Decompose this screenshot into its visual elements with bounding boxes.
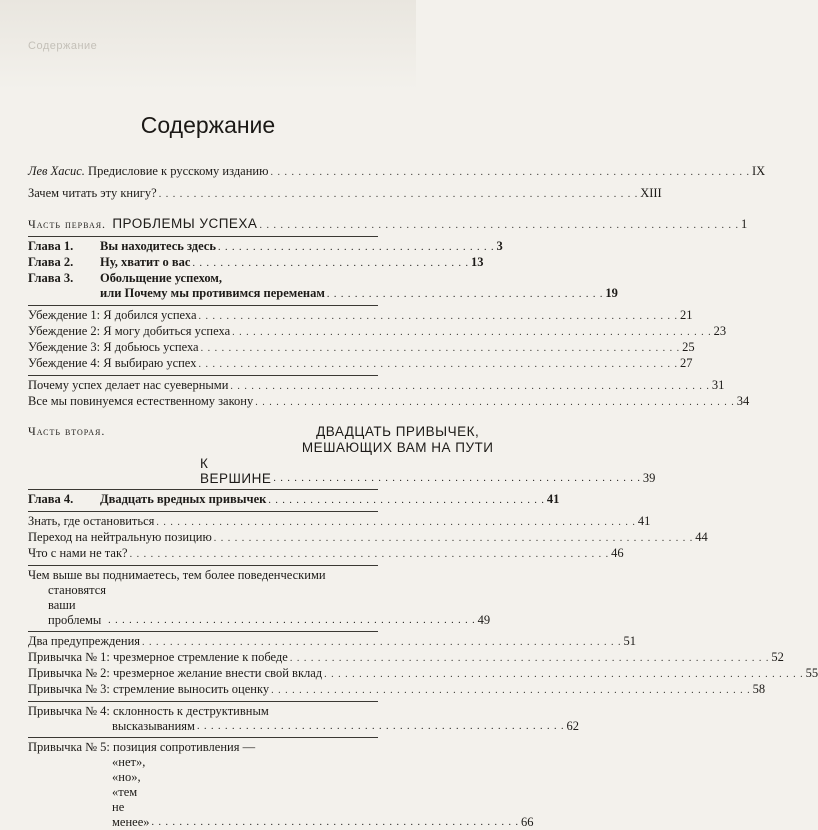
toc-entry-page: 66 bbox=[520, 815, 534, 829]
toc-entry[interactable] bbox=[28, 514, 651, 530]
leader-dots bbox=[130, 547, 610, 562]
leader-dots bbox=[259, 218, 739, 233]
toc-entry[interactable] bbox=[28, 682, 766, 698]
leader-dots bbox=[327, 287, 604, 302]
chapter-1-entry[interactable] bbox=[28, 239, 503, 255]
toc-entry-title: Привычка № 2: чрезмерное желание внести свой вклад bbox=[28, 666, 323, 680]
chapter-title-line-2: или Почему мы противимся переменам bbox=[100, 286, 325, 300]
toc-entry-title: Все мы повинуемся естественному закону bbox=[28, 394, 254, 408]
toc-entry[interactable] bbox=[28, 666, 818, 682]
leader-dots bbox=[108, 613, 476, 628]
toc-entry[interactable] bbox=[28, 378, 725, 394]
toc-entry-page: 58 bbox=[752, 682, 766, 696]
toc-entry-preface[interactable] bbox=[28, 164, 766, 180]
toc-entry-page: 41 bbox=[637, 514, 651, 528]
toc-entry-why-read[interactable] bbox=[28, 186, 662, 202]
chapter-title: Двадцать вредных привычек bbox=[100, 492, 267, 506]
toc-entry-title: Зачем читать эту книгу? bbox=[28, 186, 157, 200]
leader-dots bbox=[201, 341, 681, 356]
toc-entry-title: Убеждение 2: Я могу добиться успеха bbox=[28, 324, 231, 338]
leader-dots bbox=[198, 357, 678, 372]
chapter-4-entry[interactable] bbox=[28, 492, 560, 508]
part-label: Часть вторая. bbox=[28, 424, 106, 438]
toc-entry-multiline[interactable] bbox=[28, 740, 534, 830]
toc-entry-page: 62 bbox=[566, 719, 579, 733]
leader-dots bbox=[142, 635, 622, 650]
toc-entry-page: 52 bbox=[771, 650, 784, 664]
toc-entry-page: 23 bbox=[713, 324, 727, 338]
divider bbox=[28, 701, 378, 702]
chapter-number: Глава 2. bbox=[28, 255, 74, 269]
chapter-title-line-2-row bbox=[100, 286, 618, 302]
leader-dots bbox=[270, 165, 750, 180]
toc-entry-title: Два предупреждения bbox=[28, 634, 141, 648]
preface-title: Предисловие к русскому изданию bbox=[84, 164, 269, 178]
leader-dots bbox=[156, 515, 636, 530]
leader-dots bbox=[324, 667, 804, 682]
chapter-title-line-1: Обольщение успехом, bbox=[100, 271, 223, 285]
chapter-title: Ну, хватит о вас bbox=[100, 255, 191, 269]
preface-author: Лев Хасис. bbox=[28, 164, 85, 178]
toc-entry-page: 49 bbox=[477, 613, 491, 627]
toc-entry-title: Переход на нейтральную позицию bbox=[28, 530, 212, 544]
toc-entry[interactable] bbox=[28, 394, 750, 410]
divider bbox=[28, 375, 378, 376]
toc-entry-title: Привычка № 1: чрезмерное стремление к победе bbox=[28, 650, 288, 664]
table-of-contents bbox=[28, 164, 818, 830]
toc-entry[interactable] bbox=[28, 650, 784, 666]
part-title: ПРОБЛЕМЫ УСПЕХА bbox=[112, 216, 258, 231]
toc-entry-page: XIII bbox=[640, 186, 662, 200]
part-title-line-1: ДВАДЦАТЬ ПРИВЫЧЕК, bbox=[316, 424, 480, 439]
toc-entry-title: Что с нами не так? bbox=[28, 546, 128, 560]
toc-entry-title: Убеждение 3: Я добьюсь успеха bbox=[28, 340, 199, 354]
page-title: Содержание bbox=[140, 112, 276, 138]
chapter-3-entry[interactable] bbox=[28, 271, 618, 302]
toc-entry-last-line bbox=[28, 719, 579, 734]
toc-entry-title-line-1: Привычка № 4: склонность к деструктивным bbox=[28, 704, 269, 718]
leader-dots bbox=[214, 531, 694, 546]
divider bbox=[28, 737, 378, 738]
toc-entry-page: 21 bbox=[680, 308, 693, 322]
toc-entry-last-line bbox=[28, 755, 534, 830]
toc-entry-title-line-2: становятся ваши проблемы bbox=[48, 583, 107, 627]
toc-entry[interactable] bbox=[28, 530, 708, 546]
divider bbox=[28, 565, 378, 566]
leader-dots bbox=[218, 240, 495, 255]
toc-entry-page: 19 bbox=[605, 286, 618, 300]
leader-dots bbox=[290, 651, 770, 666]
leader-dots bbox=[151, 815, 519, 830]
toc-entry-page: 31 bbox=[711, 378, 725, 392]
toc-entry-page: 13 bbox=[470, 255, 484, 269]
toc-entry-page: 41 bbox=[546, 492, 560, 506]
toc-entry-page: 34 bbox=[736, 394, 750, 408]
toc-entry-title: Убеждение 1: Я добился успеха bbox=[28, 308, 197, 322]
toc-entry[interactable] bbox=[28, 324, 727, 340]
toc-entry-title bbox=[28, 164, 268, 179]
part-title-line-3: К ВЕРШИНЕ bbox=[200, 456, 272, 486]
divider bbox=[28, 236, 378, 237]
toc-entry-title: Привычка № 3: стремление выносить оценку bbox=[28, 682, 270, 696]
toc-entry-title-line-1: Чем выше вы поднимаетесь, тем более поведенческими bbox=[28, 568, 326, 582]
part-title-line-2: МЕШАЮЩИХ ВАМ НА ПУТИ bbox=[301, 440, 494, 455]
part-1-heading[interactable] bbox=[28, 216, 748, 233]
toc-entry[interactable] bbox=[28, 356, 693, 372]
divider bbox=[28, 631, 378, 632]
leader-dots bbox=[197, 719, 565, 734]
divider bbox=[28, 305, 378, 306]
toc-entry-multiline[interactable] bbox=[28, 568, 491, 628]
toc-entry-page: 44 bbox=[695, 530, 708, 544]
toc-entry-title: Знать, где остановиться bbox=[28, 514, 155, 528]
leader-dots bbox=[273, 471, 641, 486]
toc-entry-title: Убеждение 4: Я выбираю успех bbox=[28, 356, 197, 370]
part-label: Часть первая. bbox=[28, 217, 107, 231]
chapter-3-body bbox=[100, 271, 618, 302]
toc-entry-page: 27 bbox=[679, 356, 693, 370]
part-2-heading[interactable] bbox=[28, 424, 656, 486]
divider bbox=[28, 489, 378, 490]
toc-entry-title-line-2: «нет», «но», «тем не менее» bbox=[112, 755, 150, 829]
toc-entry-page: 3 bbox=[496, 239, 503, 253]
toc-entry[interactable] bbox=[28, 634, 637, 650]
part-2-last-line bbox=[140, 456, 655, 486]
part-1-title-group bbox=[28, 216, 257, 232]
toc-entry-page: 55 bbox=[805, 666, 818, 680]
toc-entry-title-line-1: Привычка № 5: позиция сопротивления — bbox=[28, 740, 256, 754]
chapter-number: Глава 1. bbox=[28, 239, 74, 253]
part-2-title-block bbox=[140, 424, 655, 486]
toc-entry-page: 39 bbox=[642, 471, 656, 485]
toc-entry-page: 25 bbox=[682, 340, 695, 354]
toc-entry-page: 1 bbox=[740, 217, 748, 231]
toc-entry-title-line-2: высказываниям bbox=[112, 719, 195, 733]
toc-entry[interactable] bbox=[28, 546, 624, 562]
toc-entry[interactable] bbox=[28, 308, 693, 324]
leader-dots bbox=[255, 395, 735, 410]
chapter-title: Вы находитесь здесь bbox=[100, 239, 216, 253]
chapter-number: Глава 4. bbox=[28, 492, 74, 506]
leader-dots bbox=[232, 325, 712, 340]
leader-dots bbox=[268, 493, 545, 508]
divider bbox=[28, 511, 378, 512]
leader-dots bbox=[192, 256, 469, 271]
leader-dots bbox=[199, 309, 679, 324]
toc-entry-page: 51 bbox=[623, 634, 637, 648]
chapter-2-entry[interactable] bbox=[28, 255, 484, 271]
leader-dots bbox=[230, 379, 710, 394]
toc-entry-page: 46 bbox=[611, 546, 624, 560]
toc-entry-last-line bbox=[28, 583, 491, 628]
running-head-bleed: Содержание bbox=[28, 40, 98, 52]
toc-entry-title: Почему успех делает нас суеверными bbox=[28, 378, 229, 392]
leader-dots bbox=[271, 683, 751, 698]
leader-dots bbox=[159, 187, 639, 202]
toc-entry-multiline[interactable] bbox=[28, 704, 579, 734]
toc-entry[interactable] bbox=[28, 340, 695, 356]
chapter-number: Глава 3. bbox=[28, 271, 74, 285]
toc-entry-page: IX bbox=[751, 164, 766, 178]
